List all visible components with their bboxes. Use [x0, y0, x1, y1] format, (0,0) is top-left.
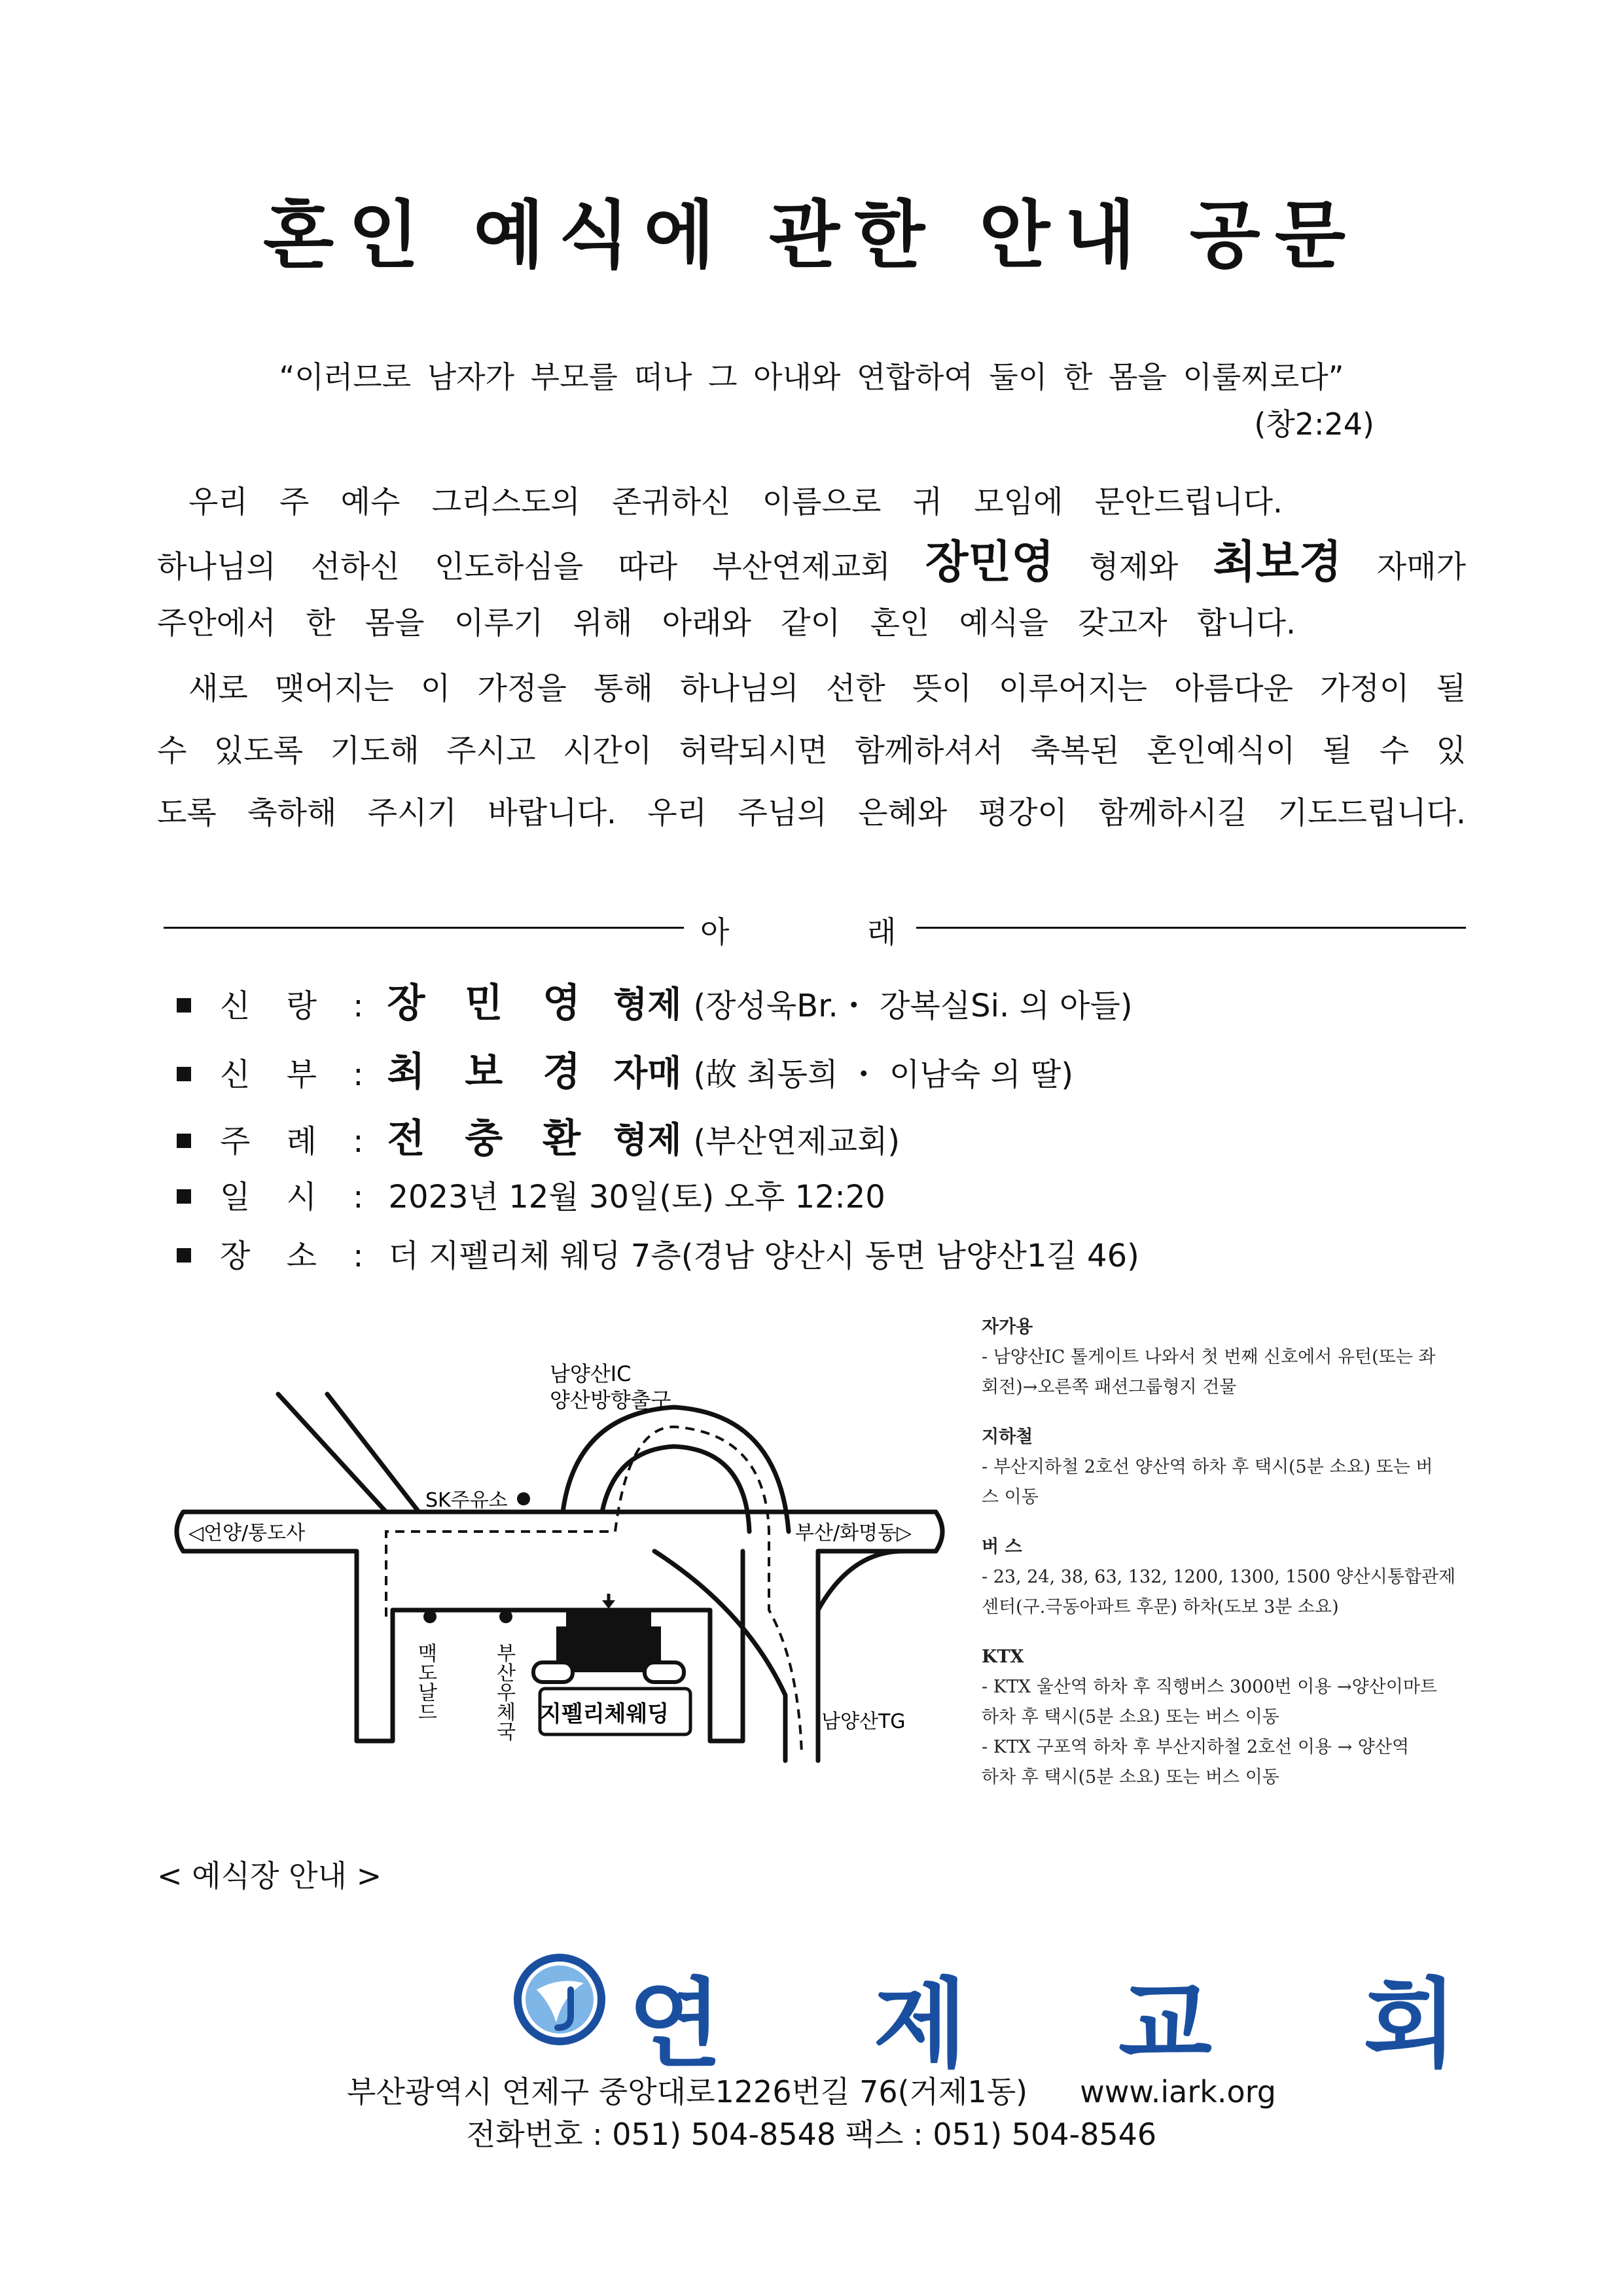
detail-groom — [177, 972, 1133, 1028]
sk-station-marker — [517, 1492, 530, 1505]
map-right-road-label: 부산/화명동▷ — [795, 1522, 912, 1545]
church-contact: 전화번호 : 051) 504-8548 팩스 : 051) 504-8546 — [466, 2117, 1157, 2152]
map-venue-label: 지펠리체웨딩 — [540, 1701, 669, 1727]
map-post-label: 부산우체국 — [492, 1643, 516, 1741]
bible-verse: “이러므로 남자가 부모를 떠나 그 아내와 연합하여 둘이 한 몸을 이룰찌로다” — [279, 359, 1344, 395]
body-paragraph-3: 주안에서 한 몸을 이루기 위해 아래와 같이 혼인 예식을 갖고자 합니다. — [157, 605, 1296, 641]
direction-line: 회전)→오른쪽 패션그룹형지 건물 — [982, 1377, 1237, 1397]
direction-line: - 23, 24, 38, 63, 132, 1200, 1300, 1500 양산시통합관제 — [982, 1567, 1456, 1587]
body-paragraph-6: 도록 축하해 주시기 바랍니다. 우리 주님의 은혜와 평강이 함께하시길 기도드립니다. — [157, 795, 1466, 831]
detail-name: 전 충 환 — [387, 1116, 594, 1162]
detail-name: 장 민 영 — [387, 980, 594, 1026]
body-paragraph-5: 수 있도록 기도해 주시고 시간이 허락되시면 함께하셔서 축복된 혼인예식이 될 수 있 — [157, 733, 1466, 769]
bullet-icon — [177, 1248, 191, 1263]
church-address: 부산광역시 연제구 중앙대로1226번길 76(거제1동) — [347, 2074, 1028, 2109]
map-mcd-label: 맥도날드 — [414, 1643, 437, 1721]
divider-line-right — [916, 927, 1466, 929]
detail-key: 신 부 : — [220, 1056, 377, 1093]
ic-arc-inner — [602, 1446, 749, 1532]
groom-name-highlight: 장민영 — [925, 537, 1054, 588]
direction-line: - KTX 구포역 하차 후 부산지하철 2호선 이용 → 양산역 — [982, 1737, 1410, 1757]
road-end-left — [177, 1512, 183, 1551]
direction-line: 하차 후 택시(5분 소요) 또는 버스 이동 — [982, 1767, 1279, 1787]
detail-relation: 형제 — [613, 984, 682, 1025]
detail-datetime — [177, 1172, 885, 1217]
direction-line: 스 이동 — [982, 1487, 1039, 1507]
body-paragraph-1: 우리 주 예수 그리스도의 존귀하신 이름으로 귀 모임에 문안드립니다. — [188, 484, 1283, 520]
detail-venue — [177, 1230, 1139, 1276]
church-name-logo: 연 제 교 회 — [628, 1968, 1516, 2081]
bullet-icon — [177, 1189, 191, 1204]
direction-line: - 부산지하철 2호선 양산역 하차 후 택시(5분 소요) 또는 버 — [982, 1457, 1433, 1477]
map-ic-exit-label: 양산방향출구 — [550, 1388, 671, 1412]
direction-line: - 남양산IC 톨게이트 나와서 첫 번째 신호에서 유턴(또는 좌 — [982, 1347, 1436, 1367]
map-sk-label: SK주유소 — [425, 1489, 508, 1512]
detail-note: (장성욱Br.・ 강복실Si. 의 아들) — [693, 988, 1133, 1024]
direction-line: 하차 후 택시(5분 소요) 또는 버스 이동 — [982, 1707, 1279, 1727]
detail-note: 더 지펠리체 웨딩 7층(경남 양산시 동면 남양산1길 46) — [388, 1238, 1139, 1274]
detail-key: 주 례 : — [220, 1123, 377, 1160]
church-address-line — [0, 2068, 1623, 2111]
diagonal-road — [278, 1394, 386, 1512]
detail-note: (故 최동희 ・ 이남숙 의 딸) — [693, 1056, 1074, 1093]
mcd-marker — [423, 1610, 437, 1623]
body-text: 하나님의 선하신 인도하심을 따라 부산연제교회 — [157, 549, 891, 585]
detail-key: 장 소 : — [220, 1238, 377, 1274]
direction-heading: 지하철 — [982, 1427, 1033, 1447]
direction-line: - KTX 울산역 하차 후 직행버스 3000번 이용 →양산이마트 — [982, 1677, 1437, 1697]
venue-building-icon — [533, 1594, 684, 1682]
detail-name: 최 보 경 — [387, 1049, 594, 1095]
map-tg-label: 남양산TG — [821, 1710, 906, 1733]
direction-heading: 버 스 — [982, 1537, 1022, 1557]
church-logo-icon — [510, 1950, 609, 2049]
post-marker — [499, 1610, 512, 1623]
bullet-icon — [177, 998, 191, 1013]
direction-heading: KTX — [982, 1647, 1024, 1667]
directions-panel — [982, 1312, 1525, 1793]
detail-relation: 자매 — [613, 1052, 682, 1094]
detail-bride — [177, 1041, 1073, 1097]
body-text: 형제와 — [1089, 549, 1179, 585]
map-ic-label: 남양산IC — [550, 1361, 632, 1386]
divider-line-left — [164, 927, 684, 929]
church-website-link[interactable]: www.iark.org — [1080, 2074, 1276, 2109]
detail-key: 일 시 : — [220, 1179, 377, 1215]
detail-key: 신 랑 : — [220, 988, 377, 1024]
bullet-icon — [177, 1134, 191, 1148]
ramp-curve — [818, 1551, 903, 1610]
direction-heading: 자가용 — [982, 1317, 1033, 1337]
body-paragraph-4: 새로 맺어지는 이 가정을 통해 하나님의 선한 뜻이 이루어지는 아름다운 가정이 될 — [188, 671, 1466, 707]
diagonal-road-2 — [327, 1394, 419, 1512]
bible-verse-reference: (창2:24) — [1254, 406, 1374, 442]
map-caption: < 예식장 안내 > — [157, 1858, 382, 1893]
divider-label-left: 아 — [700, 914, 730, 950]
page-title: 혼인 예식에 관한 안내 공문 — [262, 193, 1361, 278]
detail-note: (부산연제교회) — [693, 1123, 901, 1160]
bullet-icon — [177, 1067, 191, 1081]
venue-map — [157, 1335, 975, 1780]
body-paragraph-2 — [157, 527, 1466, 590]
detail-note: 2023년 12월 30일(토) 오후 12:20 — [388, 1179, 885, 1215]
detail-officiant — [177, 1107, 900, 1164]
map-left-road-label: ◁언양/통도사 — [188, 1522, 306, 1545]
body-text: 자매가 — [1376, 549, 1466, 585]
bride-name-highlight: 최보경 — [1213, 537, 1342, 588]
divider-label-right: 래 — [867, 914, 897, 950]
detail-relation: 형제 — [613, 1119, 682, 1160]
direction-line: 센터(구.극동아파트 후문) 하차(도보 3분 소요) — [982, 1597, 1339, 1617]
